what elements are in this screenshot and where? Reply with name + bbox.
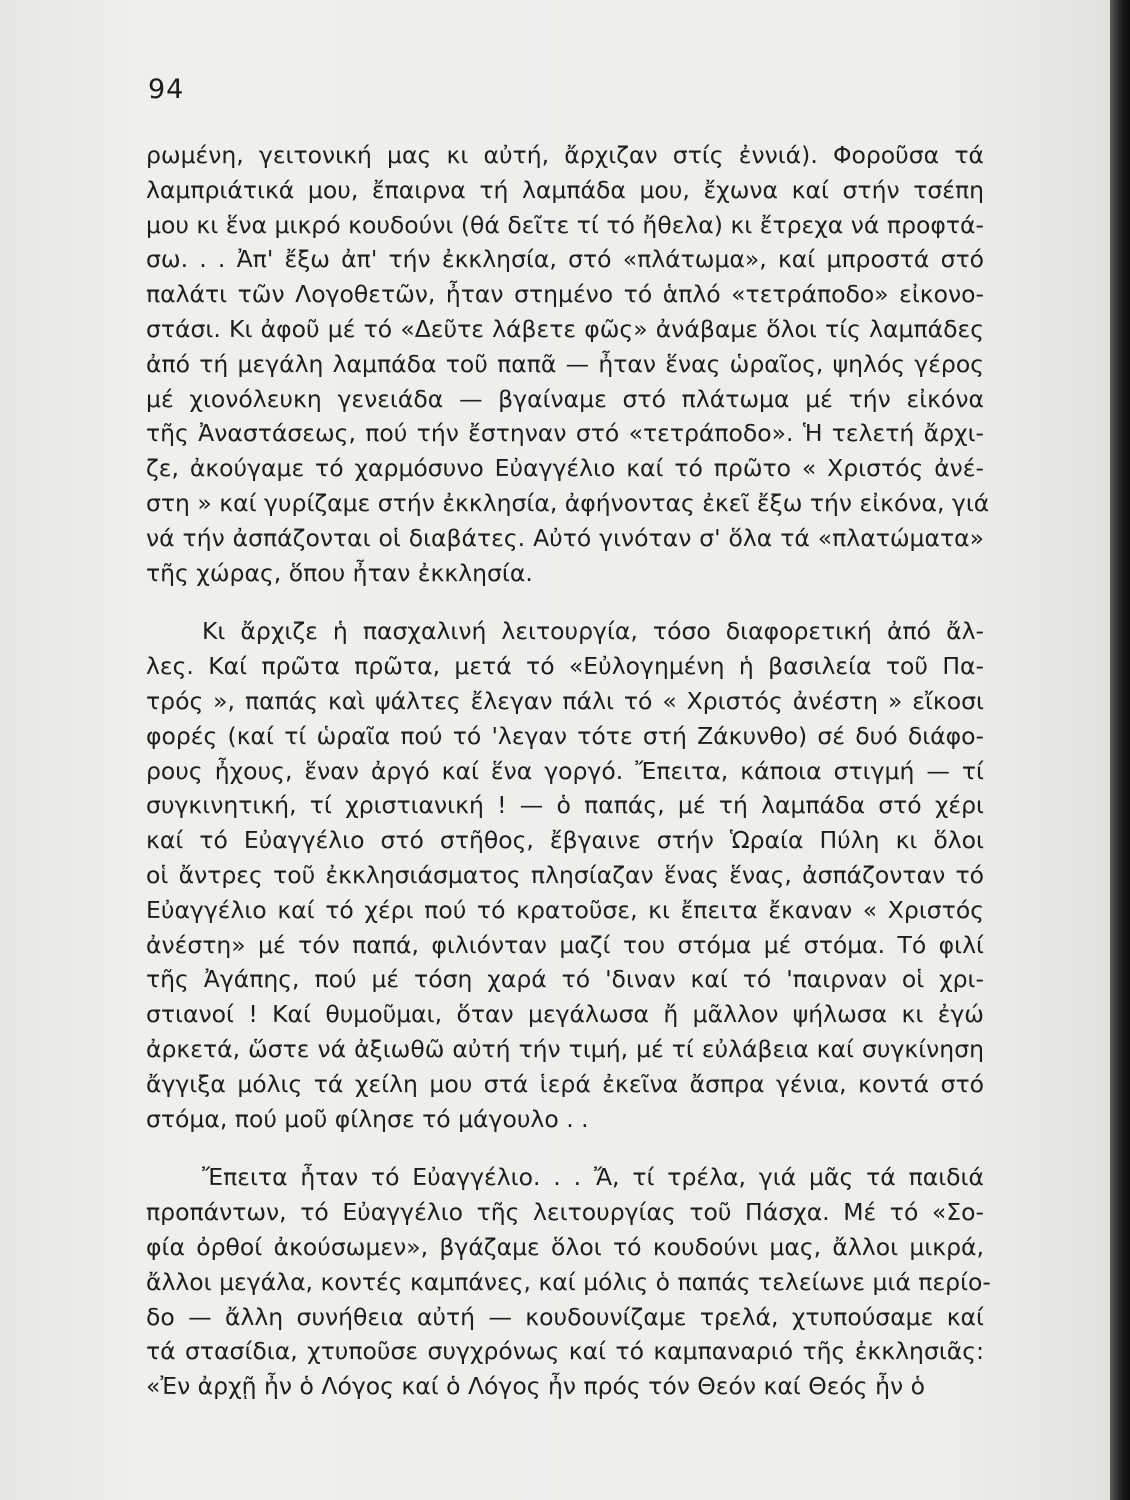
text-line: ρους ἦχους, ἕναν ἀργό καί ἕνα γοργό. Ἔπειτα, κάποια στιγμή — τί [146,756,984,785]
text-line: ρωμένη, γειτονική μας κι αὐτή, ἄρχιζαν στίς ἐννιά). Φοροῦσα τά [146,141,984,169]
text-line: λαμπριάτικά μου, ἔπαιρνα τή λαμπάδα μου, ἔχωνα καί στήν τσέπη [146,175,984,204]
paragraph [146,614,984,1136]
text-line: τά στασίδια, χτυποῦσε συγχρόνως καί τό καμπαναριό τῆς ἐκκλησιᾶς: [146,1337,984,1366]
text-line: συγκινητική, τί χριστιανική ! — ὁ παπάς, μέ τή λαμπάδα στό χέρι [146,791,984,820]
text-line: λες. Καί πρῶτα πρῶτα, μετά τό «Εὐλογημένη ἡ βασιλεία τοῦ Πα- [146,652,984,681]
body-text [146,138,991,1404]
text-line: παλάτι τῶν Λογοθετῶν, ἦταν στημένο τό ἁπλό «τετράποδο» εἰκονο- [146,280,984,309]
page-number: 94 [148,74,185,105]
text-line: Εὐαγγέλιο καί τό χέρι πού τό κρατοῦσε, κι ἔπειτα ἔκαναν « Χριστός [146,895,984,924]
text-line: οἱ ἄντρες τοῦ ἐκκλησιάσματος πλησίαζαν ἕνας ἕνας, ἀσπάζονταν τό [146,860,984,889]
text-line: ἀπό τή μεγάλη λαμπάδα τοῦ παπᾶ — ἦταν ἕνας ὡραῖος, ψηλός γέρος [146,349,984,378]
text-line: ζε, ἀκούγαμε τό χαρμόσυνο Εὐαγγέλιο καί τό πρῶτο « Χριστός ἀνέ- [146,454,984,483]
text-line: Κι ἄρχιζε ἡ πασχαλινή λειτουργία, τόσο διαφορετική ἀπό ἄλ- [202,617,984,646]
text-line: ἀρκετά, ὥστε νά ἀξιωθῶ αὐτή τήν τιμή, μέ τί εὐλάβεια καί συγκίνηση [146,1034,984,1063]
text-line: δο — ἄλλη συνήθεια αὐτή — κουδουνίζαμε τρελά, χτυπούσαμε καί [146,1302,984,1331]
text-line: μέ χιονόλευκη γενειάδα — βγαίναμε στό πλάτωμα μέ τήν εἰκόνα [146,384,984,413]
text-line: στάσι. Κι ἀφοῦ μέ τό «Δεῦτε λάβετε φῶς» ἀνάβαμε ὅλοι τίς λαμπάδες [146,314,984,343]
text-line: στόμα, πού μοῦ φίλησε τό μάγουλο . . [146,1104,589,1133]
text-line: φορές (καί τί ὡραῖα πού τό 'λεγαν τότε στή Ζάκυνθο) σέ δυό διάφο- [146,721,984,750]
text-line: τῆς Ἀγάπης, πού μέ τόση χαρά τό 'διναν καί τό 'παιρναν οἱ χρι- [146,965,984,994]
paragraph [146,1160,991,1404]
text-line: σω. . . Ἀπ' ἔξω ἀπ' τήν ἐκκλησία, στό «πλάτωμα», καί μπροστά στό [146,245,984,274]
text-line: τῆς χώρας, ὅπου ἦταν ἐκκλησία. [146,558,533,587]
text-line: μου κι ἕνα μικρό κουδούνι (θά δεῖτε τί τό ἤθελα) κι ἔτρεχα νά προφτά- [146,210,984,239]
text-line: νά τήν ἀσπάζονται οἱ διαβάτες. Αὐτό γινόταν σ' ὅλα τά «πλατώματα» [146,523,984,552]
text-line: τῆς Ἀναστάσεως, πού τήν ἔστηναν στό «τετράποδο». Ἡ τελετή ἄρχι- [146,419,984,448]
text-line: ἀνέστη» μέ τόν παπά, φιλιόνταν μαζί του στόμα μέ στόμα. Τό φιλί [146,930,984,959]
text-line: τρός », παπάς καὶ ψάλτες ἔλεγαν πάλι τό « Χριστός ἀνέστη » εἴκοσι [146,686,984,715]
text-line: Ἔπειτα ἦταν τό Εὐαγγέλιο. . . Ἄ, τί τρέλα, γιά μᾶς τά παιδιά [202,1163,984,1192]
text-line: καί τό Εὐαγγέλιο στό στῆθος, ἔβγαινε στήν Ὡραία Πύλη κι ὅλοι [146,826,984,855]
text-line: φία ὀρθοί ἀκούσωμεν», βγάζαμε ὅλοι τό κουδούνι μας, ἄλλοι μικρά, [146,1232,984,1261]
text-line: «Ἐν ἀρχῇ ἦν ὁ Λόγος καί ὁ Λόγος ἦν πρός τόν Θεόν καί Θεός ἦν ὁ [146,1372,925,1401]
scan-edge [1110,0,1130,1500]
text-line: στη » καί γυρίζαμε στήν ἐκκλησία, ἀφήνοντας ἐκεῖ ἔξω τήν εἰκόνα, γιά [146,488,990,517]
paragraph [146,138,990,590]
text-line: ἄγγιξα μόλις τά χείλη μου στά ἱερά ἐκεῖνα ἄσπρα γένια, κοντά στό [146,1069,984,1098]
text-line: προπάντων, τό Εὐαγγέλιο τῆς λειτουργίας τοῦ Πάσχα. Μέ τό «Σο- [146,1198,984,1227]
text-line: στιανοί ! Καί θυμοῦμαι, ὅταν μεγάλωσα ἤ μᾶλλον ψήλωσα κι ἐγώ [146,1000,984,1029]
text-line: ἄλλοι μεγάλα, κοντές καμπάνες, καί μόλις ὁ παπάς τελείωνε μιά περίο- [146,1267,991,1296]
